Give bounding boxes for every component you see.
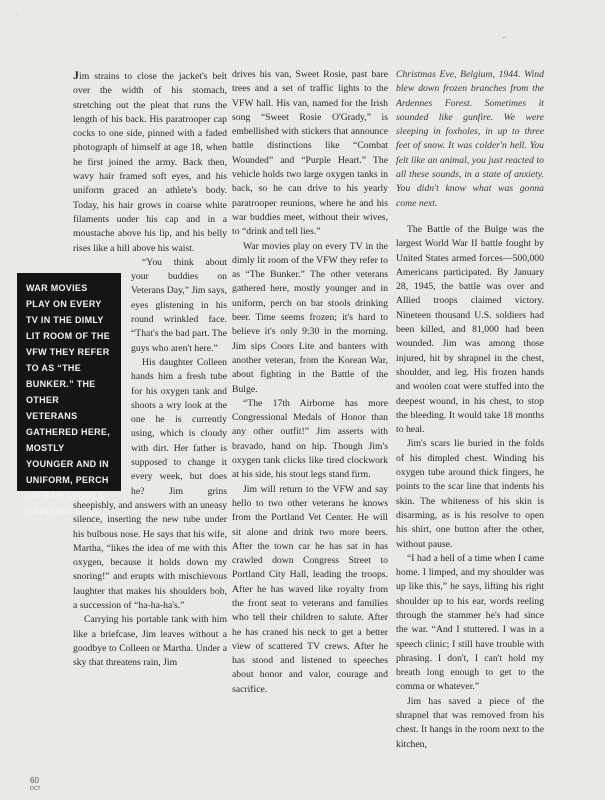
article-column-2 [232, 68, 388, 697]
pull-quote-wrap [73, 258, 131, 488]
corner-mark: . [16, 6, 19, 18]
article-paragraph: Jim will return to the VFW and say hello to two other veterans he knows from the Portland Vet Center. He will sit alone and drink two more beers. After the town car he has sat in has crawled down Congress Street to Portland City Hall, leading the troops. After he has waved like royalty from the front seat to veterans and families who tell their children to salute. After he has craned his neck to get a better view of scattered TV crews. After he has stood and listened to speeches about honor and valor, courage and sacrifice. [232, 483, 388, 695]
italic-flashback: Christmas Eve, Belgium, 1944. Wind blew down frozen branches from the Ardennes Forest. Sometimes it sounded like gunfire. We were sleeping in foxholes, in up to three feet of snow. It was colder'n hell. You felt like an animal, you just reacted to all these sounds, in a state of anxiety. You didn't know what was gonna come next. [396, 69, 544, 209]
article-paragraph: “The 17th Airborne has more Congressional Medals of Honor than any other outfit!” Jim asserts with bravado, hand on hip. Though Jim's oxygen tank clicks like tired clockwork at his side, his stout legs stand firm. [232, 397, 388, 481]
article-paragraph: His daughter Colleen hands him a fresh tube for his oxygen tank and shoots a wry look at the one he is currently using, which is cloudy with dirt. Her father is supposed to change it every week, but does he? Jim grins sheepishly, and answers with an uneasy silence, inserting the new tube under his bulbous nose. He says that his wife, Martha, “likes the idea of me with this oxygen, because it holds down my snoring!” and erupts with mischievous laughter that makes his shoulders bob, a succession of “ha-ha-ha's.” [73, 356, 227, 611]
pull-quote: WAR MOVIES PLAY ON EVERY TV IN THE DIMLY LIT ROOM OF THE VFW THEY REFER TO AS “THE BUNKER.” THE OTHER VETERANS GATHERED HERE, MOSTLY YOUNGER AND IN UNIFORM, PERCH ON BAR STOOLS DRINKING BEER. [17, 273, 121, 491]
article-paragraph: War movies play on every TV in the dimly lit room of the VFW they refer to as “The Bunker.” The other veterans gathered here, mostly younger and in uniform, perch on bar stools drinking beer. Time seems frozen; it's hard to believe it's only 9:30 in the morning. Jim sips Coors Lite and banters with another veteran, from the Korean War, about fighting in the Battle of the Bulge. [232, 240, 388, 395]
article-paragraph: “I had a hell of a time when I came home. I limped, and my shoulder was up like this,” he says, lifting his right shoulder up to his ear, words reeling through the stammer he's had since the war. “And I stuttered. I was in a speech clinic; I still have trouble with phrasing. I don't, I can't hold my breath long enough to get to the comma or whatever.” [396, 552, 544, 693]
article-paragraph: drives his van, Sweet Rosie, past bare trees and a set of traffic lights to the VFW hall. His van, named for the Irish song “Sweet Rosie O'Grady,” is embellished with stickers that announce battle distinctions like “Combat Wounded” and “Purple Heart.” The vehicle holds two large oxygen tanks in back, so he can drive to his yearly paratrooper reunions, where he and his war buddies meet, without their wives, to “drink and tell lies.” [232, 69, 388, 238]
article-paragraph: The Battle of the Bulge was the largest World War II battle fought by United States armed forces—500,000 Americans participated. By January 28, 1945, the battle was over and Allied troops claimed victory. Nineteen thousand U.S. soldiers had been killed, and 81,000 had been wounded. Jim was among those injured, hit by shrapnel in the chest, shoulder, and leg. His frozen hands and woolen coat were stuffed into the deepest wound, in his chest, to stop the bleeding. It would take 18 months to heal. [396, 223, 544, 436]
article-column-1 [73, 68, 227, 670]
article-paragraph: Jim's scars lie buried in the folds of his dimpled chest. Winding his oxygen tube around thick fingers, he points to the scar line that indents his skin. The whiteness of his skin is disarming, as is his resolve to open his shirt, one button after the other, without pause. [396, 438, 544, 550]
article-paragraph: Jim strains to close the jacket's belt over the width of his stomach, stretching out the pleat that runs the length of his back. His paratrooper cap cocks to one side, pinned with a faded photograph of himself at age 18, when he first joined the army. Back then, wavy hair framed soft eyes, and his uniform graced an athlete's body. Today, his hair grows in coarse white filaments under his cap and in a moustache above his lip, and his belly rises like a hill above his waist. [73, 68, 227, 254]
page-folio [30, 777, 41, 793]
page-month: OCT [30, 786, 41, 792]
article-paragraph: Jim has saved a piece of the shrapnel that was removed from his chest. It hangs in the room next to the kitchen, [396, 695, 544, 750]
page-number: 60 [30, 776, 39, 785]
article-paragraph: “You think about your buddies on Veterans Day,” Jim says, eyes glistening in his round wrinkled face. “That's the bad part. The guys who aren't here.” [131, 256, 227, 354]
article-column-3 [396, 68, 544, 752]
drop-cap: J [73, 68, 79, 82]
article-paragraph: Carrying his portable tank with him like a briefcase, Jim leaves without a goodbye to Colleen or Martha. Under a sky that threatens rain, Jim [73, 614, 227, 669]
corner-mark: ⌃ [500, 35, 510, 47]
